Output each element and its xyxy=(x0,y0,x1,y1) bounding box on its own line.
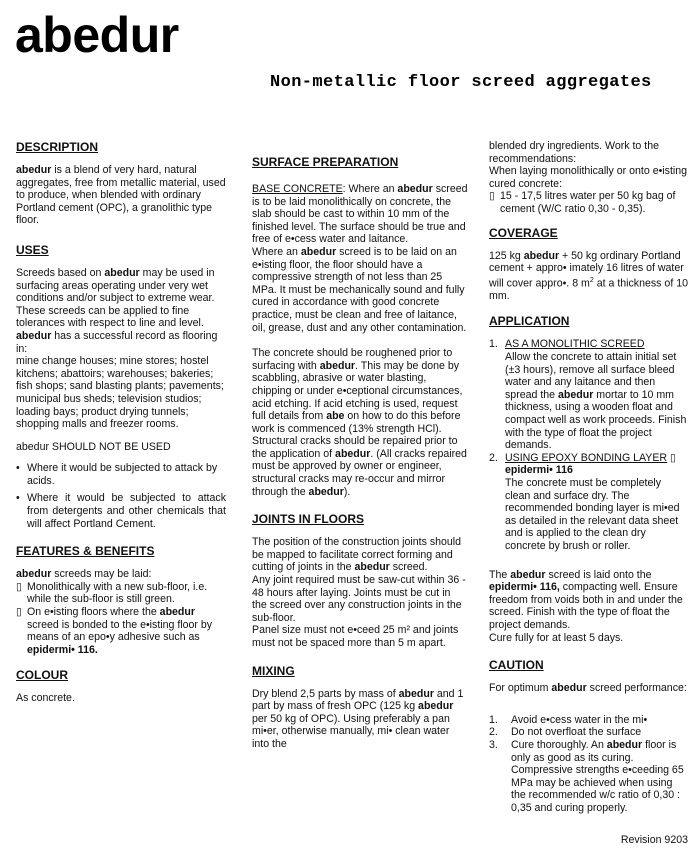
mixing-continued: blended dry ingredients. Work to the recommendations: xyxy=(489,140,659,165)
caution-item-1: 1. Avoid e•cess water in the mi• xyxy=(489,713,648,726)
uses-bullet-1: • Where it would be subjected to attack by acids. xyxy=(16,462,218,487)
revision-label: Revision 9203 xyxy=(620,834,688,847)
column-right xyxy=(489,140,688,814)
joints-paragraph-2: Any joint required must be saw-cut within 36 - 48 hours after laying. Joints must be cut in the screed over any construction joints in the sub-floor. xyxy=(252,574,466,624)
coverage-heading: COVERAGE xyxy=(489,225,558,240)
features-intro: abedur screeds may be laid: xyxy=(16,568,152,581)
colour-heading: COLOUR xyxy=(16,668,68,683)
joints-paragraph-3: Panel size must not e•ceed 25 m² and joints must not be spaced more than 5 m apart. xyxy=(252,624,459,649)
surface-paragraph-3: The concrete should be roughened prior to surfacing with abedur. This may be done by scabbling, abrasive or water blasting, chipping or under e•ceptional circumstances, acid etching. If acid etching is used, request full details from abe on how to do this before work is commenced (13% strength HCl). Structural cracks should be repaired prior to the application of abedur. (All cracks repaired must be approved by owner or engineer, structural cracks may re-occur and mirror through the abedur). xyxy=(252,347,467,498)
description-text: abedur is a blend of very hard, natural aggregates, free from metallic material, used to produce, when blended with ordinary Portland cement (OPC), a granolithic type floor. xyxy=(16,164,226,227)
features-item-1: ▯ Monolithically with a new sub-floor, i.e. while the sub-floor is still green. xyxy=(16,580,208,606)
mixing-heading: MIXING xyxy=(252,663,295,678)
caution-intro: For optimum abedur screed performance: xyxy=(489,682,687,695)
features-heading: FEATURES & BENEFITS xyxy=(16,544,155,559)
uses-bullet-2: • Where it would be subjected to attack from detergents and other chemicals that will affect Portland Cement. xyxy=(16,492,226,530)
column-middle xyxy=(252,155,468,760)
brand-logo: abedur xyxy=(15,7,179,63)
application-step-2: 2. USING EPOXY BONDING LAYER ▯ epidermi• 116 The concrete must be completely clean and surface dry. The recommended bonding layer is mi•ed as detailed in the relevant data sheet and is applied to the clean dry concrete by brush or roller. xyxy=(489,451,680,552)
mixing-continued-2: When laying monolithically or onto e•isting cured concrete: xyxy=(489,165,688,190)
uses-heading: USES xyxy=(16,242,49,257)
joints-paragraph-1: The position of the construction joints should be mapped to facilitate correct forming and cutting of joints in the abedur screed. xyxy=(252,536,462,574)
application-step-1: 1. AS A MONOLITHIC SCREED Allow the concrete to attain initial set (±3 hours), remove all surface bleed water and any laitance and then spread the abedur mortar to 10 mm thickness, using a wooden float and compact well as work proceeds. Finish with the type of float the project demands. xyxy=(489,338,687,452)
page-subtitle: Non-metallic floor screed aggregates xyxy=(270,73,652,92)
mixing-spec: ▯ 15 - 17,5 litres water per 50 kg bag of cement (W/C ratio 0,30 - 0,35). xyxy=(489,190,676,215)
features-item-2: ▯ On e•isting floors where the abedur screed is bonded to the e•isting floor by means of an epo•y adhesive such as epidermi• 116. xyxy=(16,606,213,656)
uses-not-used: abedur SHOULD NOT BE USED xyxy=(16,440,171,453)
mixing-paragraph: Dry blend 2,5 parts by mass of abedur and 1 part by mass of fresh OPC (125 kg abedur per 50 kg of OPC). Using preferably a pan mi•er, otherwise manually, mi• clean water into the xyxy=(252,687,464,750)
application-heading: APPLICATION xyxy=(489,314,570,329)
caution-item-3: 3. Cure thoroughly. An abedur floor is only as good as its curing. Compressive strengths e•ceeding 65 MPa may be achieved when using the recommended w/c ratio of 0,30 : 0,35 and curing properly. xyxy=(489,738,684,814)
description-heading: DESCRIPTION xyxy=(16,140,99,154)
surface-paragraph-2: Where an abedur screed is to be laid on an e•isting floor, the floor should have a compressive strength of not less than 25 MPa. It must be mechanically sound and fully cured in accordance with good concrete practice, must be clean and free of laitance, oil, grease, dust and any other contamination. xyxy=(252,245,467,334)
caution-heading: CAUTION xyxy=(489,658,544,673)
surface-paragraph-1: BASE CONCRETE: Where an abedur screed is to be laid monolithically on concrete, the slab should be cast to within 10 mm of the finished level. The surface should be true and free of e•cess water and laitance. xyxy=(252,183,468,246)
uses-paragraph-1: Screeds based on abedur may be used in surfacing areas operating under very wet conditions and/or subject to extreme wear. These screeds can be applied to fine tolerances with respect to line and level. abedur has a successful record as flooring in: mine change houses; mine stores; hostel kitchens; abattoirs; warehouses; bakeries; fish shops; sand blasting plants; pavements; municipal bus sheds; television studios; loading bays; product drying tunnels; shopping malls and freezer rooms. xyxy=(16,266,224,431)
joints-heading: JOINTS IN FLOORS xyxy=(252,512,365,527)
application-paragraph: The abedur screed is laid onto the epidermi• 116, compacting well. Ensure freedom from voids both in and under the screed. Finish with the type of float the project demands. Cure fully for at least 5 days. xyxy=(489,568,683,644)
surface-heading: SURFACE PREPARATION xyxy=(252,155,399,169)
column-left xyxy=(16,140,226,714)
colour-text: As concrete. xyxy=(16,692,75,705)
caution-item-2: 2. Do not overfloat the surface xyxy=(489,726,642,739)
coverage-text: 125 kg abedur + 50 kg ordinary Portland cement + appro• imately 16 litres of water will cover appro•. 8 $m^2$ at a thickness of 10 mm. xyxy=(489,249,688,302)
